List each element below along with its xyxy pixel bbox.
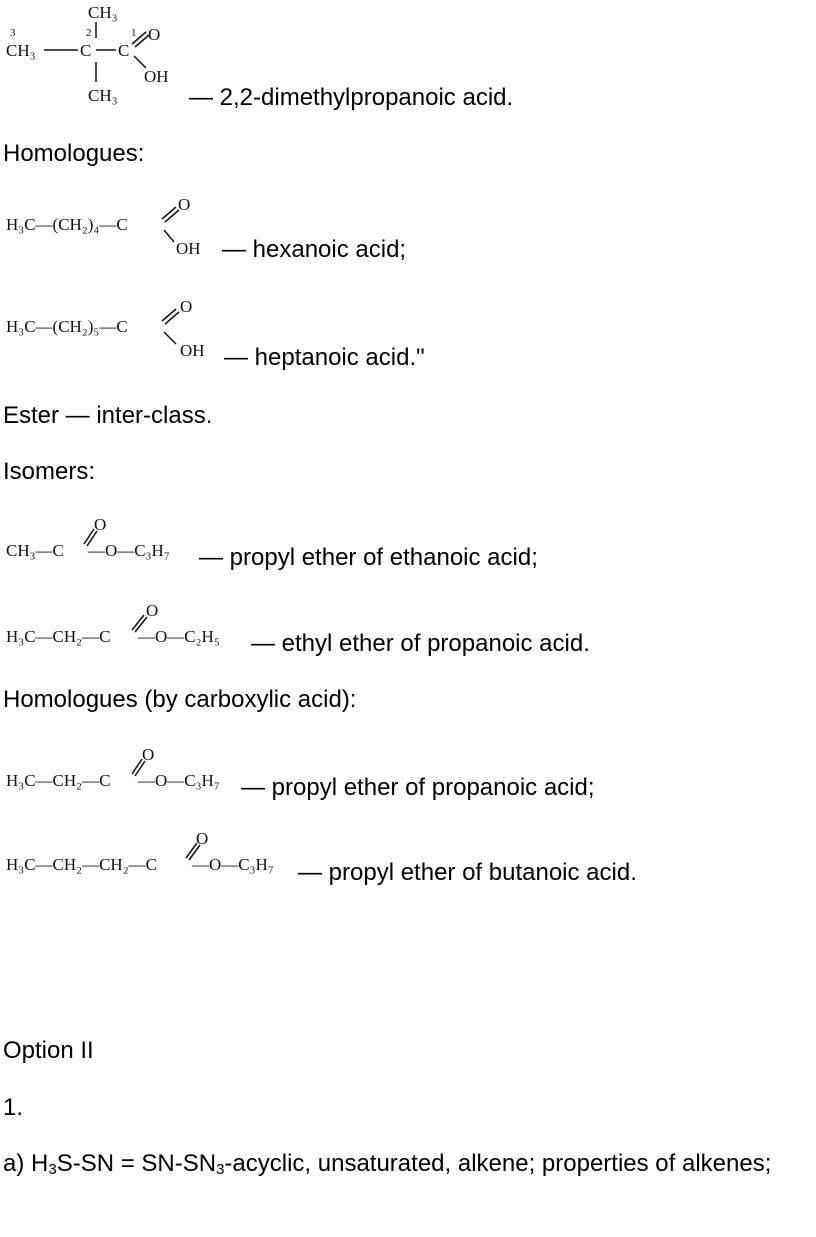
caption-heptanoic: — heptanoic acid." <box>224 344 425 371</box>
hexanoic-carbonyl-oxygen: O <box>178 195 191 214</box>
heptanoic-hydroxyl: OH <box>180 341 205 360</box>
hexanoic-hydroxyl: OH <box>176 239 201 258</box>
quaternary-carbon: C <box>80 41 92 60</box>
heptanoic-chain: H₃C—(CH₂)₅—C <box>6 317 128 336</box>
atom-number-1: 1 <box>131 27 137 39</box>
carbonyl-oxygen: O <box>148 25 161 44</box>
item-a-prefix: a) H <box>3 1150 49 1177</box>
propyl-propanoate-right: —O—C₃H₇ <box>138 771 220 790</box>
item-a-middle: S-SN = SN-SN <box>56 1150 217 1177</box>
formula-propyl-butanoate <box>4 826 304 886</box>
formula-heptanoic <box>4 292 229 364</box>
formula-propyl-propanoate <box>4 742 244 802</box>
ethanoate-carbonyl-oxygen: O <box>94 515 107 534</box>
heading-ester: Ester — inter-class. <box>3 402 213 429</box>
caption-propyl-butanoate: — propyl ether of butanoic acid. <box>298 859 637 886</box>
hexanoic-chain: H₃C—(CH₂)₄—C <box>6 215 128 234</box>
propyl-butanoate-carbonyl-oxygen: O <box>196 829 209 848</box>
ethyl-propanoate-left: H₃C—CH₂—C <box>6 627 111 646</box>
atom-number-3: 3 <box>10 27 16 39</box>
ethanoate-left: CH₃—C <box>6 541 64 560</box>
methyl-left: CH₃ <box>6 41 36 60</box>
item-a-sub-2: 3 <box>216 1161 225 1178</box>
heptanoic-carbonyl-oxygen: O <box>180 297 193 316</box>
item-a-text <box>3 1150 815 1178</box>
carboxyl-carbon: C <box>118 41 130 60</box>
propyl-propanoate-carbonyl-oxygen: O <box>142 745 155 764</box>
heading-homologues-by-acid: Homologues (by carboxylic acid): <box>3 686 357 713</box>
heading-isomers: Isomers: <box>3 458 96 485</box>
formula-ethyl-propanoate <box>4 598 254 658</box>
formula-dimethylpropanoic <box>4 0 194 108</box>
formula-hexanoic <box>4 190 224 262</box>
heading-homologues: Homologues: <box>3 140 145 167</box>
hydroxyl: OH <box>144 67 169 86</box>
item-a-suffix: -acyclic, unsaturated, alkene; properties of alkenes; <box>224 1150 772 1177</box>
caption-propyl-propanoate: — propyl ether of propanoic acid; <box>241 774 595 801</box>
item-a-sub-1: 3 <box>48 1161 57 1178</box>
caption-dimethylpropanoic: — 2,2-dimethylpropanoic acid. <box>189 84 514 111</box>
caption-hexanoic: — hexanoic acid; <box>222 236 407 263</box>
ethanoate-right: —O—C₃H₇ <box>88 541 170 560</box>
propyl-propanoate-left: H₃C—CH₂—C <box>6 771 111 790</box>
formula-propyl-ethanoate <box>4 512 204 572</box>
atom-number-2: 2 <box>86 27 92 39</box>
section-option-ii: Option II <box>3 1037 94 1064</box>
caption-propyl-ethanoate: — propyl ether of ethanoic acid; <box>199 544 538 571</box>
caption-ethyl-propanoate: — ethyl ether of propanoic acid. <box>251 630 590 657</box>
propyl-butanoate-right: —O—C₃H₇ <box>192 855 274 874</box>
item-number: 1. <box>3 1094 24 1121</box>
propyl-butanoate-left: H₃C—CH₂—CH₂—C <box>6 855 157 874</box>
methyl-top: CH₃ <box>88 3 118 22</box>
ethyl-propanoate-right: —O—C₂H₅ <box>138 627 220 646</box>
ethyl-propanoate-carbonyl-oxygen: O <box>146 601 159 620</box>
methyl-bottom: CH₃ <box>88 86 118 105</box>
